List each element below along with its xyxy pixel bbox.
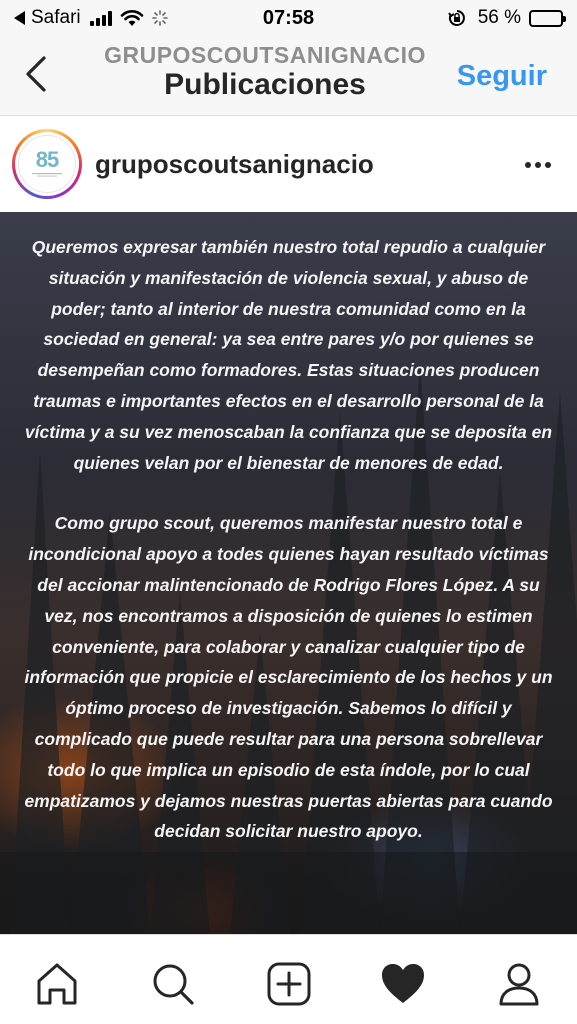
navigation-header <box>0 38 577 116</box>
status-bar <box>0 0 577 38</box>
post-paragraph: Como grupo scout, queremos manifestar nuestro total e incondicional apoyo a todes quienes hayan resultado víctimas del accionar malintencionado de Rodrigo Flores López. A su vez, nos encontramos a disposición de quienes lo estimen conveniente, para colaborar y canalizar cualquier tipo de información que propicie el esclarecimiento de los hechos y un óptimo proceso de investigación. Sabemos lo difícil y complicado que puede resultar para una persona sobrellevar todo lo que implica un episodio de esta índole, por lo cual empatizamos y dejamos nuestras puertas abiertas para cuando decidan solicitar nuestro apoyo. <box>24 513 553 842</box>
status-right <box>448 7 563 29</box>
post-image[interactable] <box>0 212 577 934</box>
status-time: 07:58 <box>262 7 315 29</box>
tab-bar <box>0 934 577 1024</box>
back-to-app-label[interactable]: Safari <box>31 7 81 28</box>
battery-percent: 56 % <box>477 7 521 28</box>
search-icon[interactable] <box>150 961 196 1007</box>
new-post-icon[interactable] <box>266 961 312 1007</box>
post-header <box>0 117 577 212</box>
story-ring[interactable] <box>12 129 82 199</box>
post-text <box>22 232 555 847</box>
page-title: Publicaciones <box>164 68 366 101</box>
heart-icon[interactable] <box>380 961 426 1007</box>
avatar[interactable] <box>18 135 76 193</box>
battery-icon <box>529 10 563 27</box>
post-paragraph: Queremos expresar también nuestro total repudio a cualquier situación y manifestación de violencia sexual, y abuso de poder; tanto al interior de nuestra comunidad como en la sociedad en general: ya sea entre pares y/o por quienes se desempeñan como formadores. Estas situaciones producen traumas e importantes efectos en el desarrollo personal de la víctima y a su vez menoscaban la confianza que se deposita en quienes velan por el bienestar de menores de edad. <box>24 237 553 473</box>
post-username[interactable]: gruposcoutsanignacio <box>95 149 374 179</box>
follow-button[interactable]: Seguir <box>456 60 547 92</box>
avatar-logo-icon <box>32 173 62 179</box>
ellipsis-icon[interactable] <box>525 162 551 168</box>
home-icon[interactable] <box>34 961 80 1007</box>
avatar-badge-number: 85 <box>35 147 59 172</box>
orientation-lock-icon <box>448 9 466 27</box>
account-subtitle: GRUPOSCOUTSANIGNACIO <box>104 42 426 68</box>
profile-icon[interactable] <box>496 961 542 1007</box>
